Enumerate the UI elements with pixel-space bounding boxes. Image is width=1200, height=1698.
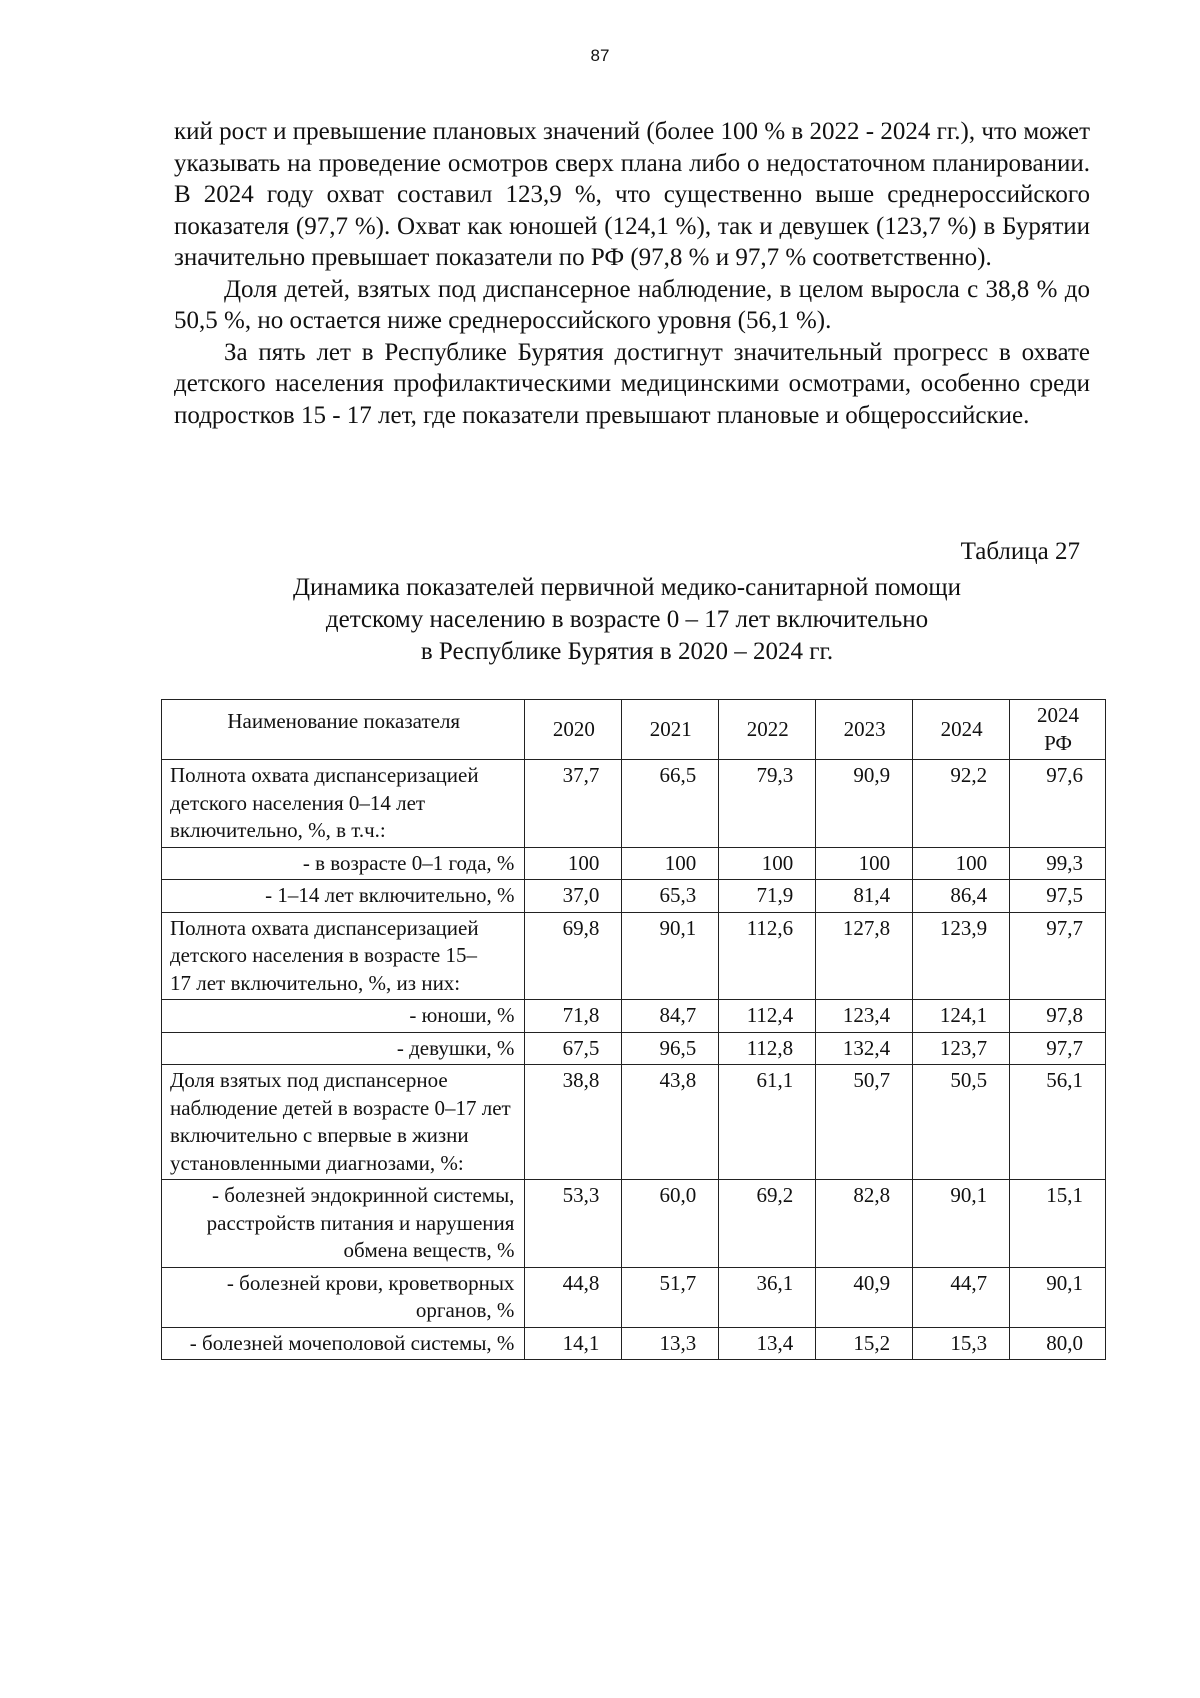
row-label: - юноши, % <box>162 1000 525 1033</box>
table-row <box>162 1065 1106 1180</box>
table-row <box>162 1267 1106 1327</box>
table-row <box>162 1000 1106 1033</box>
table-row <box>162 1032 1106 1065</box>
cell-value: 112,8 <box>719 1032 816 1065</box>
column-header-name: Наименование показателя <box>162 700 525 760</box>
cell-value: 40,9 <box>816 1267 913 1327</box>
cell-value: 14,1 <box>525 1327 622 1360</box>
cell-value-rf: 80,0 <box>1010 1327 1106 1360</box>
row-label: - болезней мочеполовой системы, % <box>162 1327 525 1360</box>
cell-value-rf: 90,1 <box>1010 1267 1106 1327</box>
cell-value: 50,5 <box>913 1065 1010 1180</box>
row-label: - 1–14 лет включительно, % <box>162 880 525 913</box>
column-header-year: 2020 <box>525 700 622 760</box>
table-row <box>162 1327 1106 1360</box>
cell-value-rf: 97,5 <box>1010 880 1106 913</box>
cell-value: 51,7 <box>622 1267 719 1327</box>
paragraph: Доля детей, взятых под диспансерное наблюдение, в целом выросла с 38,8 % до 50,5 %, но остается ниже среднероссийского уровня (56,1 %). <box>174 275 1090 334</box>
table-row <box>162 847 1106 880</box>
row-label: Доля взятых под диспансерное наблюдение детей в возрасте 0–17 лет включительно с впервые в жизни установленными диагнозами, %: <box>162 1065 525 1180</box>
column-header-year: 2022 <box>719 700 816 760</box>
cell-value: 71,8 <box>525 1000 622 1033</box>
table-row <box>162 880 1106 913</box>
cell-value: 82,8 <box>816 1180 913 1268</box>
cell-value: 44,7 <box>913 1267 1010 1327</box>
cell-value-rf: 15,1 <box>1010 1180 1106 1268</box>
row-label: - в возрасте 0–1 года, % <box>162 847 525 880</box>
table-row <box>162 912 1106 1000</box>
cell-value: 37,7 <box>525 760 622 848</box>
cell-value: 37,0 <box>525 880 622 913</box>
table-label: Таблица 27 <box>960 538 1080 565</box>
cell-value: 86,4 <box>913 880 1010 913</box>
cell-value: 100 <box>622 847 719 880</box>
cell-value: 96,5 <box>622 1032 719 1065</box>
cell-value: 100 <box>719 847 816 880</box>
table-header-row <box>162 700 1106 760</box>
cell-value: 123,4 <box>816 1000 913 1033</box>
cell-value: 112,6 <box>719 912 816 1000</box>
cell-value: 127,8 <box>816 912 913 1000</box>
cell-value: 123,9 <box>913 912 1010 1000</box>
cell-value: 38,8 <box>525 1065 622 1180</box>
cell-value-rf: 56,1 <box>1010 1065 1106 1180</box>
cell-value-rf: 99,3 <box>1010 847 1106 880</box>
row-label: - болезней крови, кроветворных органов, % <box>162 1267 525 1327</box>
rf-label: РФ <box>1044 730 1072 755</box>
cell-value: 90,1 <box>913 1180 1010 1268</box>
cell-value: 65,3 <box>622 880 719 913</box>
cell-value: 100 <box>816 847 913 880</box>
paragraph: кий рост и превышение плановых значений (более 100 % в 2022 - 2024 гг.), что может указывать на проведение осмотров сверх плана либо о недостаточном планировании. В 2024 году охват составил 123,9 %, что существенно выше среднероссийского показателя (97,7 %). Охват как юношей (124,1 %), так и девушек (123,7 %) в Бурятии значительно превышает показатели по РФ (97,8 % и 97,7 % соответственно). <box>174 118 1090 271</box>
cell-value: 66,5 <box>622 760 719 848</box>
cell-value: 69,8 <box>525 912 622 1000</box>
column-header-year: 2024 <box>913 700 1010 760</box>
cell-value-rf: 97,8 <box>1010 1000 1106 1033</box>
cell-value-rf: 97,7 <box>1010 1032 1106 1065</box>
cell-value: 90,1 <box>622 912 719 1000</box>
paragraph: За пять лет в Республике Бурятия достигнут значительный прогресс в охвате детского населения профилактическими медицинскими осмотрами, особенно среди подростков 15 - 17 лет, где показатели превышают плановые и общероссийские. <box>174 338 1090 429</box>
cell-value: 123,7 <box>913 1032 1010 1065</box>
cell-value: 100 <box>913 847 1010 880</box>
cell-value: 79,3 <box>719 760 816 848</box>
cell-value: 15,2 <box>816 1327 913 1360</box>
row-label: - девушки, % <box>162 1032 525 1065</box>
indicators-table <box>161 699 1106 1360</box>
cell-value: 71,9 <box>719 880 816 913</box>
cell-value: 43,8 <box>622 1065 719 1180</box>
table-row <box>162 1180 1106 1268</box>
cell-value: 92,2 <box>913 760 1010 848</box>
cell-value: 50,7 <box>816 1065 913 1180</box>
table-row <box>162 760 1106 848</box>
column-header-rf <box>1010 700 1106 760</box>
column-header-year: 2023 <box>816 700 913 760</box>
rf-year: 2024 <box>1037 703 1080 727</box>
cell-value: 84,7 <box>622 1000 719 1033</box>
cell-value: 112,4 <box>719 1000 816 1033</box>
page-number: 87 <box>590 46 610 65</box>
row-label: Полнота охвата диспансеризацией детского населения 0–14 лет включительно, %, в т.ч.: <box>162 760 525 848</box>
table-title <box>174 572 1080 668</box>
cell-value-rf: 97,7 <box>1010 912 1106 1000</box>
cell-value: 100 <box>525 847 622 880</box>
cell-value: 44,8 <box>525 1267 622 1327</box>
cell-value: 67,5 <box>525 1032 622 1065</box>
cell-value: 124,1 <box>913 1000 1010 1033</box>
cell-value: 90,9 <box>816 760 913 848</box>
row-label: Полнота охвата диспансеризацией детского населения в возрасте 15– 17 лет включительно, %, из них: <box>162 912 525 1000</box>
cell-value: 61,1 <box>719 1065 816 1180</box>
body-text <box>174 116 1090 431</box>
cell-value: 69,2 <box>719 1180 816 1268</box>
column-header-year: 2021 <box>622 700 719 760</box>
table-title-line: Динамика показателей первичной медико-санитарной помощи <box>292 574 962 601</box>
cell-value-rf: 97,6 <box>1010 760 1106 848</box>
cell-value: 15,3 <box>913 1327 1010 1360</box>
table-title-line: в Республике Бурятия в 2020 – 2024 гг. <box>420 638 834 665</box>
cell-value: 13,3 <box>622 1327 719 1360</box>
cell-value: 81,4 <box>816 880 913 913</box>
table-title-line: детскому населению в возрасте 0 – 17 лет включительно <box>325 606 929 633</box>
cell-value: 60,0 <box>622 1180 719 1268</box>
cell-value: 36,1 <box>719 1267 816 1327</box>
cell-value: 13,4 <box>719 1327 816 1360</box>
row-label: - болезней эндокринной системы, расстройств питания и нарушения обмена веществ, % <box>162 1180 525 1268</box>
cell-value: 53,3 <box>525 1180 622 1268</box>
cell-value: 132,4 <box>816 1032 913 1065</box>
